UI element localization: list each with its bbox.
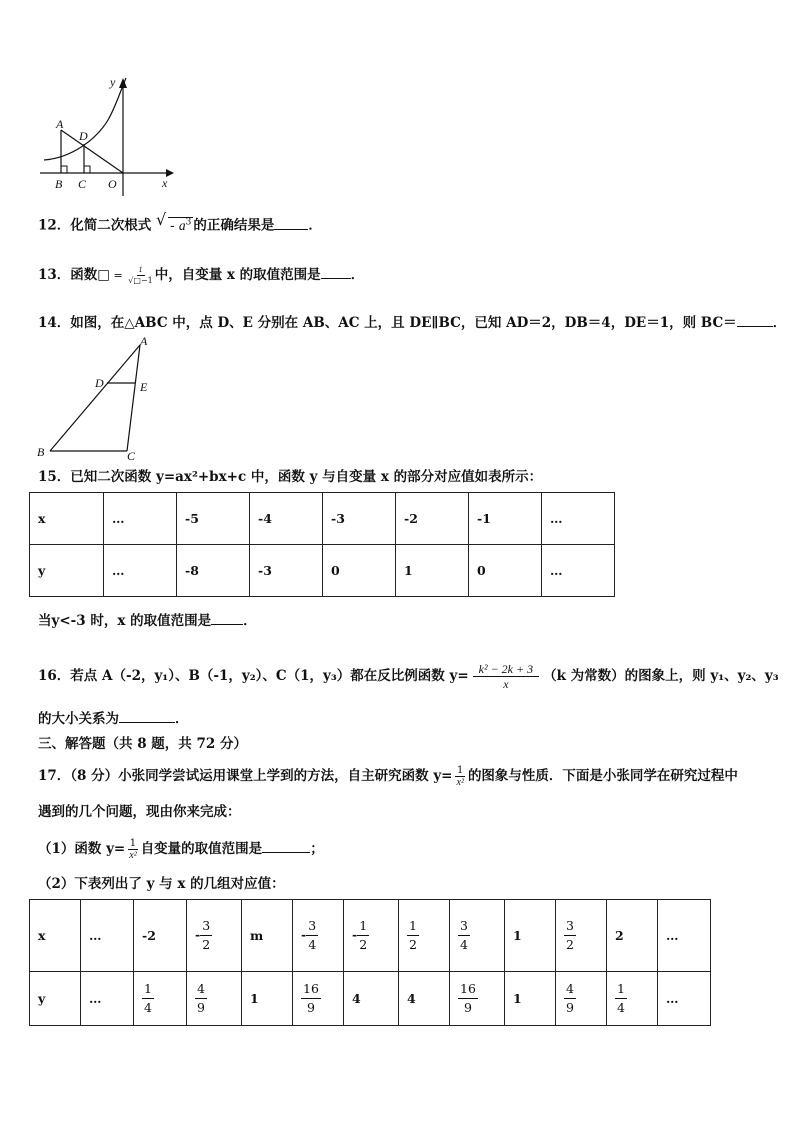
question-13 — [38, 264, 364, 286]
q13-frac-den: √□−1 — [128, 276, 153, 285]
q14-answer-blank[interactable] — [737, 312, 773, 327]
question-16 — [38, 662, 779, 691]
q17-frac-den: x² — [456, 777, 464, 788]
q17-cell: m — [242, 900, 293, 972]
q17-cell: 1 — [505, 972, 556, 1026]
q17-table — [29, 899, 711, 1026]
q17-cell-fraction — [564, 917, 576, 954]
q17-line2: 遇到的几个问题，现由你来完成： — [38, 804, 241, 820]
q13-end: ． — [350, 267, 365, 283]
q17-cell-frac-num: 1 — [142, 980, 154, 999]
q12-number: 12． — [38, 217, 71, 234]
q17-cell-frac-den: 4 — [460, 937, 468, 952]
q17-cell-fraction — [301, 980, 321, 1017]
q12-exponent: 3 — [185, 217, 192, 227]
q17-cell — [293, 972, 344, 1026]
q17-part1-end: ； — [310, 841, 324, 857]
q15-cell: -4 — [250, 493, 323, 545]
q17-cell: … — [658, 972, 711, 1026]
question-12 — [38, 212, 322, 236]
q16-frac-den: x — [503, 677, 509, 691]
q12-radicand: a — [178, 217, 186, 233]
q17-row-x — [30, 900, 711, 972]
q16-number: 16． — [38, 668, 71, 684]
q12-radical: √ - $a^3$ — [156, 210, 192, 234]
q17-part1-after: 自变量的取值范围是 — [140, 841, 263, 857]
figure-q14 — [34, 334, 164, 462]
q17-cell-sign: - — [195, 927, 201, 942]
q13-fn-placeholder: □ — [97, 267, 111, 283]
q17-part1-fraction — [127, 838, 138, 861]
q14-end: ． — [772, 315, 787, 331]
q17-cell-frac-num: 4 — [564, 980, 576, 999]
q17-cell-frac-den: 9 — [306, 1000, 315, 1015]
q15-cell: -2 — [396, 493, 469, 545]
fig14-label-e: E — [140, 380, 148, 394]
q12-text-after: 的正确结果是 — [193, 217, 275, 234]
q17-cell-frac-den: 9 — [566, 1000, 574, 1015]
q12-end: ． — [308, 217, 322, 234]
fig11-label-a: A — [56, 117, 64, 131]
q17-cell-fraction — [142, 980, 154, 1017]
q12-radicand-sign: - — [170, 217, 175, 234]
q13-text-before: 函数 — [70, 267, 98, 283]
q17-cell-fraction — [306, 917, 318, 954]
q17-cell-fraction — [615, 980, 627, 1017]
q17-cell-fraction — [564, 980, 576, 1017]
q15-row-y — [30, 545, 615, 597]
q17-cell: 1 — [505, 900, 556, 972]
q17-cell-frac-den: 4 — [617, 1000, 625, 1015]
question-14 — [38, 312, 786, 333]
fig14-label-a: A — [140, 334, 148, 348]
q17-cell-fraction — [458, 917, 470, 954]
q16-fraction — [473, 662, 539, 691]
q15-answer-blank[interactable] — [211, 610, 243, 625]
q15-cell: 1 — [396, 545, 469, 597]
q15-number: 15． — [38, 469, 71, 485]
q17-p1-frac-den: x² — [129, 850, 137, 861]
fig14-label-c: C — [127, 449, 136, 462]
q17-cell — [556, 972, 607, 1026]
q17-part1-before: （1）函数 y= — [38, 841, 126, 857]
q17-cell — [450, 972, 505, 1026]
q17-cell-frac-num: 16 — [458, 980, 478, 999]
q15-cell: … — [104, 493, 177, 545]
question-17 — [38, 765, 738, 788]
q15-cell: -5 — [177, 493, 250, 545]
q15-cell: -3 — [323, 493, 396, 545]
q15-cell: x — [30, 493, 104, 545]
q16-line2-text: 的大小关系为 — [38, 711, 119, 727]
fig14-label-b: B — [37, 445, 45, 459]
q13-number: 13． — [38, 267, 71, 283]
q16-frac-num: k² − 2k + 3 — [473, 662, 539, 677]
q17-cell-frac-num: 16 — [301, 980, 321, 999]
q17-cell: … — [81, 900, 134, 972]
q17-cell-frac-den: 4 — [144, 1000, 152, 1015]
q16-line2 — [38, 708, 189, 729]
q17-cell-fraction — [357, 917, 369, 954]
q13-answer-blank[interactable] — [321, 264, 351, 279]
q15-text: 已知二次函数 y=ax²+bx+c 中，函数 y 与自变量 x 的部分对应值如表所示： — [70, 469, 543, 485]
q14-number: 14． — [38, 315, 71, 331]
q17-cell-frac-num: 3 — [306, 917, 318, 936]
q17-cell-sign: - — [352, 927, 358, 942]
q17-cell-fraction — [458, 980, 478, 1017]
q15-row-x — [30, 493, 615, 545]
q17-cell-fraction — [195, 980, 207, 1017]
q17-cell-frac-num: 1 — [407, 917, 419, 936]
q13-text-after: 中，自变量 x 的取值范围是 — [154, 267, 321, 283]
q17-part1-answer-blank[interactable] — [262, 838, 310, 853]
q17-cell: 4 — [344, 972, 399, 1026]
fig11-label-c: C — [78, 177, 87, 191]
q15-followup-text: 当y<-3 时，x 的取值范围是 — [38, 613, 212, 629]
q16-text-before: 若点 A（-2，y₁）、B（-1，y₂）、C（1，y₃）都在反比例函数 y= — [70, 668, 469, 684]
q17-score: （8 分） — [70, 768, 119, 784]
q17-cell — [607, 972, 658, 1026]
q17-cell-frac-den: 9 — [463, 1000, 472, 1015]
q13-eq: = — [110, 269, 127, 282]
q17-cell: … — [658, 900, 711, 972]
q16-answer-blank[interactable] — [119, 708, 175, 723]
q17-cell-frac-num: 4 — [195, 980, 207, 999]
q17-cell — [344, 900, 399, 972]
q17-cell-sign: - — [301, 927, 307, 942]
q15-cell: y — [30, 545, 104, 597]
fig11-label-d: D — [79, 129, 88, 143]
q17-row-y — [30, 972, 711, 1026]
q17-frac-num: 1 — [457, 765, 464, 776]
q17-cell: y — [30, 972, 81, 1026]
fig11-label-x: x — [162, 176, 168, 190]
q17-cell-fraction — [200, 917, 212, 954]
q17-p1-frac-num: 1 — [129, 838, 137, 849]
figure-q11 — [36, 72, 176, 196]
q15-table — [29, 492, 615, 597]
q15-cell: … — [104, 545, 177, 597]
q17-cell: x — [30, 900, 81, 972]
q17-cell — [134, 972, 187, 1026]
q17-cell: … — [81, 972, 134, 1026]
q15-cell: -3 — [250, 545, 323, 597]
q13-fraction — [126, 265, 154, 286]
q17-cell-frac-den: 4 — [308, 937, 317, 952]
q17-text-before: 小张同学尝试运用课堂上学到的方法，自主研究函数 y= — [118, 768, 453, 784]
q17-cell-frac-num: 1 — [615, 980, 627, 999]
q17-cell — [450, 900, 505, 972]
q17-cell-frac-den: 2 — [202, 937, 211, 952]
q17-cell-frac-den: 2 — [566, 937, 574, 952]
q17-cell: 4 — [399, 972, 450, 1026]
fig14-label-d: D — [95, 376, 104, 390]
q16-end: ． — [175, 711, 189, 727]
q17-cell-frac-den: 2 — [359, 937, 368, 952]
q17-cell: 1 — [242, 972, 293, 1026]
q15-cell: … — [542, 493, 615, 545]
q14-text: 如图，在△ABC 中，点 D、E 分别在 AB、AC 上，且 DE∥BC，已知 AD＝2，DB＝4，DE＝1，则 BC＝ — [70, 315, 737, 331]
q17-cell-frac-den: 2 — [409, 937, 417, 952]
fig11-label-b: B — [55, 177, 63, 191]
q16-text-after: （k 为常数）的图象上，则 y₁、y₂、y₃ — [543, 668, 779, 684]
q12-text-before: 化简二次根式 — [70, 217, 152, 234]
q17-cell-frac-num: 3 — [200, 917, 212, 936]
q15-followup — [38, 610, 257, 631]
q17-cell — [399, 900, 450, 972]
q13-frac-num: 1 — [138, 265, 143, 274]
q15-cell: -1 — [469, 493, 542, 545]
q17-cell — [187, 972, 242, 1026]
q15-cell: … — [542, 545, 615, 597]
q17-cell-fraction — [407, 917, 419, 954]
q17-cell — [187, 900, 242, 972]
q17-cell-frac-num: 3 — [564, 917, 576, 936]
question-15 — [38, 467, 542, 487]
q17-cell-frac-den: 9 — [197, 1000, 205, 1015]
q17-cell: -2 — [134, 900, 187, 972]
q17-number: 17． — [38, 768, 71, 784]
q17-cell-frac-num: 1 — [357, 917, 369, 936]
q17-part1 — [38, 838, 324, 861]
q15-cell: -8 — [177, 545, 250, 597]
q17-cell-frac-num: 3 — [458, 917, 470, 936]
q15-cell: 0 — [469, 545, 542, 597]
q17-part2: （2）下表列出了 y 与 x 的几组对应值： — [38, 876, 285, 892]
q17-cell — [293, 900, 344, 972]
q15-cell: 0 — [323, 545, 396, 597]
q17-cell — [556, 900, 607, 972]
q17-cell: 2 — [607, 900, 658, 972]
q15-end: ． — [243, 613, 257, 629]
fig11-label-o: O — [108, 177, 117, 191]
section-3-title: 三、解答题（共 8 题，共 72 分） — [38, 736, 247, 752]
q17-text-after: 的图象与性质．下面是小张同学在研究过程中 — [467, 768, 738, 784]
fig11-label-y: y — [110, 75, 116, 89]
q12-answer-blank[interactable] — [274, 215, 308, 230]
q17-fraction — [455, 765, 466, 788]
